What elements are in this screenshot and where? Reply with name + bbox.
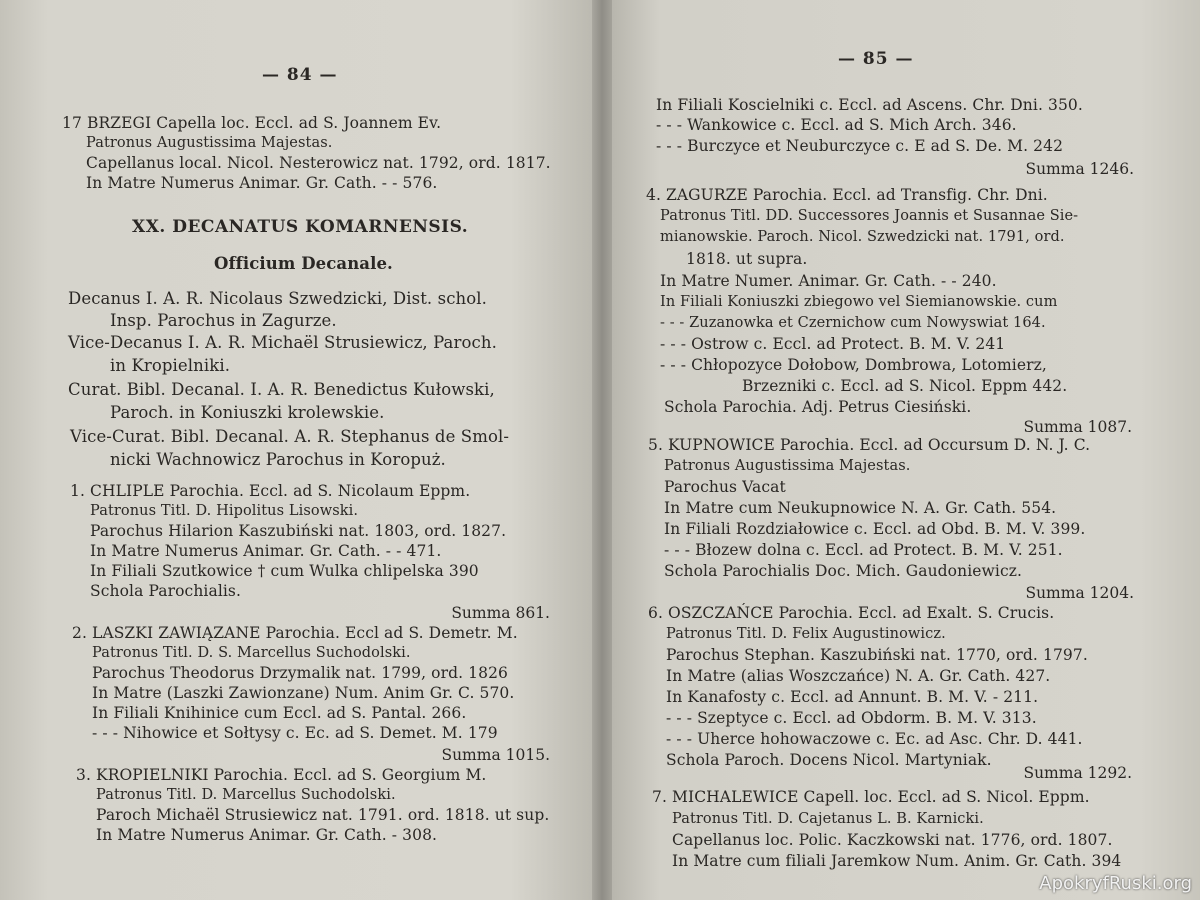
summa-total: Summa 1087. (1023, 418, 1132, 436)
text-line: - - - Zuzanowka et Czernichow cum Nowyswiat 164. (660, 315, 1046, 331)
text-line: Schola Parochia. Adj. Petrus Ciesiński. (664, 398, 972, 416)
summa-total: Summa 861. (451, 604, 550, 622)
text-line: nicki Wachnowicz Parochus in Koropuż. (110, 450, 446, 469)
text-line: Insp. Parochus in Zagurze. (110, 311, 337, 330)
text-line: 6. OSZCZAŃCE Parochia. Eccl. ad Exalt. S. Crucis. (648, 604, 1055, 622)
section-subheading: Officium Decanale. (214, 254, 393, 273)
text-line: Patronus Titl. D. Hipolitus Lisowski. (90, 503, 359, 519)
text-line: Patronus Titl. D. Marcellus Suchodolski. (96, 787, 396, 803)
text-line: 1818. ut supra. (686, 250, 808, 268)
text-line: mianowskie. Paroch. Nicol. Szwedzicki nat. 1791, ord. (660, 229, 1065, 245)
text-line: - - - Nihowice et Sołtysy c. Ec. ad S. Demet. M. 179 (92, 724, 498, 742)
text-line: Capellanus local. Nicol. Nesterowicz nat. 1792, ord. 1817. (86, 154, 551, 172)
text-line: In Filiali Koniuszki zbiegowo vel Siemianowskie. cum (660, 294, 1058, 310)
text-line: Parochus Stephan. Kaszubiński nat. 1770, ord. 1797. (666, 646, 1088, 664)
text-line: In Filiali Szutkowice † cum Wulka chlipelska 390 (90, 562, 479, 580)
text-line: 2. LASZKI ZAWIĄZANE Parochia. Eccl ad S. Demetr. M. (72, 624, 518, 642)
text-line: In Matre (alias Woszczańce) N. A. Gr. Cath. 427. (666, 667, 1051, 685)
text-line: Paroch Michaël Strusiewicz nat. 1791. ord. 1818. ut sup. (96, 806, 550, 824)
summa-total: Summa 1292. (1023, 764, 1132, 782)
text-line: In Filiali Knihinice cum Eccl. ad S. Pantal. 266. (92, 704, 467, 722)
text-line: 7. MICHALEWICE Capell. loc. Eccl. ad S. Nicol. Eppm. (652, 788, 1090, 806)
text-line: - - - Błozew dolna c. Eccl. ad Protect. B. M. V. 251. (664, 541, 1063, 559)
text-line: - - - Chłopozyce Dołobow, Dombrowa, Lotomierz, (660, 356, 1047, 374)
text-line: 17 BRZEGI Capella loc. Eccl. ad S. Joannem Ev. (62, 114, 442, 132)
text-line: Patronus Augustissima Majestas. (86, 135, 333, 151)
text-line: - - - Wankowice c. Eccl. ad S. Mich Arch. 346. (656, 116, 1017, 134)
summa-total: Summa 1015. (441, 746, 550, 764)
text-line: Vice-Curat. Bibl. Decanal. A. R. Stephanus de Smol- (70, 427, 510, 446)
text-line: 5. KUPNOWICE Parochia. Eccl. ad Occursum D. N. J. C. (648, 436, 1091, 454)
text-line: Patronus Titl. D. Felix Augustinowicz. (666, 626, 946, 642)
book-spine (592, 0, 612, 900)
text-line: Patronus Titl. D. Cajetanus L. B. Karnicki. (672, 811, 984, 827)
text-line: in Kropielniki. (110, 356, 231, 375)
text-line: Schola Parochialis. (90, 582, 242, 600)
text-line: Brzezniki c. Eccl. ad S. Nicol. Eppm 442. (742, 377, 1068, 395)
text-line: In Matre Numerus Animar. Gr. Cath. - - 576. (86, 174, 438, 192)
text-line: Vice-Decanus I. A. R. Michaël Strusiewicz, Paroch. (68, 333, 497, 352)
text-line: In Matre cum Neukupnowice N. A. Gr. Cath. 554. (664, 499, 1057, 517)
text-line: Parochus Hilarion Kaszubiński nat. 1803, ord. 1827. (90, 522, 507, 540)
text-line: In Matre Numerus Animar. Gr. Cath. - - 471. (90, 542, 442, 560)
text-line: Patronus Augustissima Majestas. (664, 458, 911, 474)
text-line: Schola Paroch. Docens Nicol. Martyniak. (666, 751, 992, 769)
text-line: 3. KROPIELNIKI Parochia. Eccl. ad S. Georgium M. (76, 766, 487, 784)
watermark: ApokryfRuski.org (1039, 873, 1192, 894)
text-line: In Matre cum filiali Jaremkow Num. Anim. Gr. Cath. 394 (672, 852, 1122, 870)
page-number-right: — 85 — (838, 49, 914, 69)
section-heading: XX. DECANATUS KOMARNENSIS. (132, 217, 469, 237)
page-number-left: — 84 — (262, 65, 338, 85)
text-line: Decanus I. A. R. Nicolaus Szwedzicki, Dist. schol. (68, 289, 488, 308)
text-line: In Filiali Rozdziałowice c. Eccl. ad Obd. B. M. V. 399. (664, 520, 1086, 538)
summa-total: Summa 1246. (1025, 160, 1134, 178)
text-line: Schola Parochialis Doc. Mich. Gaudoniewicz. (664, 562, 1023, 580)
right-page (600, 0, 1200, 900)
text-line: Parochus Vacat (664, 478, 786, 496)
text-line: In Kanafosty c. Eccl. ad Annunt. B. M. V. - 211. (666, 688, 1039, 706)
text-line: Capellanus loc. Polic. Kaczkowski nat. 1776, ord. 1807. (672, 831, 1113, 849)
text-line: Paroch. in Koniuszki krolewskie. (110, 403, 385, 422)
text-line: In Matre Numer. Animar. Gr. Cath. - - 240. (660, 272, 997, 290)
text-line: - - - Burczyce et Neuburczyce c. E ad S. De. M. 242 (656, 137, 1064, 155)
text-line: Curat. Bibl. Decanal. I. A. R. Benedictus Kułowski, (68, 380, 495, 399)
summa-total: Summa 1204. (1025, 584, 1134, 602)
text-line: - - - Uherce hohowaczowe c. Ec. ad Asc. Chr. D. 441. (666, 730, 1083, 748)
text-line: In Filiali Koscielniki c. Eccl. ad Ascens. Chr. Dni. 350. (656, 96, 1083, 114)
text-line: - - - Szeptyce c. Eccl. ad Obdorm. B. M. V. 313. (666, 709, 1037, 727)
text-line: Parochus Theodorus Drzymalik nat. 1799, ord. 1826 (92, 664, 508, 682)
text-line: - - - Ostrow c. Eccl. ad Protect. B. M. V. 241 (660, 335, 1006, 353)
text-line: In Matre Numerus Animar. Gr. Cath. - 308. (96, 826, 438, 844)
text-line: In Matre (Laszki Zawionzane) Num. Anim Gr. C. 570. (92, 684, 515, 702)
text-line: Patronus Titl. DD. Successores Joannis et Susannae Sie- (660, 208, 1079, 224)
text-line: 1. CHLIPLE Parochia. Eccl. ad S. Nicolaum Eppm. (70, 482, 471, 500)
text-line: 4. ZAGURZE Parochia. Eccl. ad Transfig. Chr. Dni. (646, 186, 1048, 204)
text-line: Patronus Titl. D. S. Marcellus Suchodolski. (92, 645, 411, 661)
